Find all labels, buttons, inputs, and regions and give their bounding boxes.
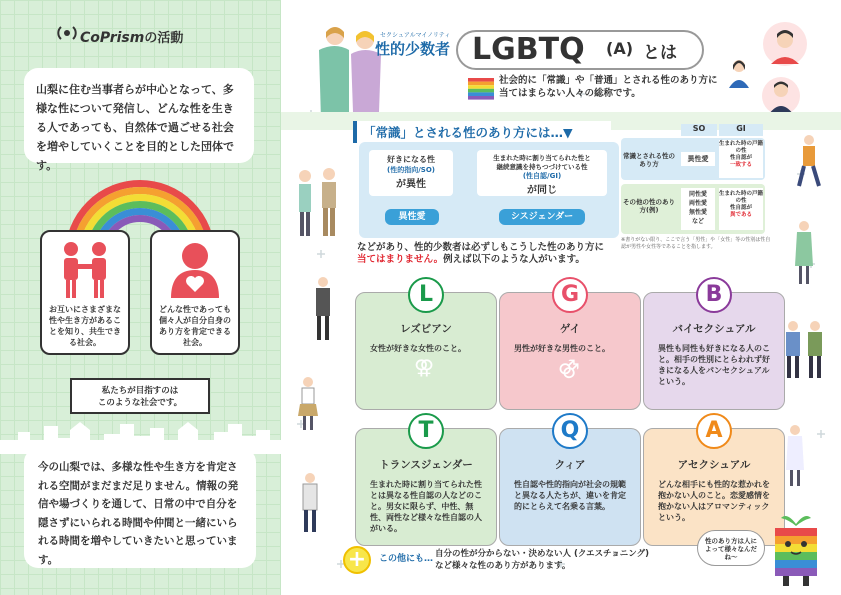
other-label: この他にも… [379, 554, 434, 564]
card-bisexual-name: バイセクシュアル [672, 323, 756, 335]
gi-tag: シスジェンダー [499, 209, 585, 225]
so-box [369, 150, 453, 196]
outro-text: 今の山梨では、多様な性や生き方を肯定される空間がまだまだ足りません。情報の発信や場づくりを通して、日常の中で自分を隠さずにいられる時間や仲間と一緒にいられる時間を増やしていきたいと思っています。 [24, 448, 256, 568]
broadcast-icon [56, 22, 78, 44]
goal-banner-text: 私たちが目指すのは このような社会です。 [97, 386, 183, 408]
card-transgender-desc: 生まれた時に割り当てられた性とは異なる性自認の人などのこと。男女に限らず、中性、無性、両性など様々な性自認の人がいる。 [370, 480, 482, 533]
card-transgender-letter: T [408, 413, 444, 449]
title-box [456, 30, 704, 70]
card-lesbian-desc: 女性が好きな女性のこと。 [370, 344, 466, 353]
title-toha: とは [643, 43, 677, 63]
couple-men-illustration [781, 320, 827, 380]
male-male-symbol-icon: ⚣ [558, 355, 580, 379]
goal-card-coexist-text: お互いにさまざまな性や生き方があることを知り、共生できる社会。 [49, 305, 121, 347]
gi-box-line4: が同じ [527, 185, 557, 196]
table-row2-gi-b: 性自認が [729, 205, 752, 211]
rainbow-flag-icon [468, 78, 494, 100]
so-box-line3: が異性 [396, 179, 426, 190]
gi-box-line3: (性自認/GI) [522, 172, 562, 180]
goal-card-coexist [40, 230, 130, 355]
card-queer-name: クィア [554, 459, 586, 471]
card-gay-letter: G [552, 277, 588, 313]
so-box-line1: 好きになる性 [387, 155, 435, 164]
woman-skirt-illustration [295, 376, 321, 432]
mascot-speech-bubble: 性のあり方は人によって様々なんだね〜 [697, 530, 765, 566]
card-queer-letter: Q [552, 413, 588, 449]
people-illustration [291, 168, 345, 240]
goal-card-self-affirm [150, 230, 240, 355]
gi-box-line2: 継続意識を持ちつづけている性 [496, 163, 588, 171]
handshake-people-icon [59, 240, 111, 300]
title-main: LGBTQ [472, 32, 585, 67]
lead-line2 [357, 251, 585, 265]
man-illustration [311, 276, 335, 342]
brand-suffix: の活動 [144, 31, 184, 46]
card-gay [499, 282, 641, 410]
table-row2-gi-c: 異である [729, 212, 752, 218]
elder-man-illustration [297, 472, 323, 534]
person-heart-icon [167, 240, 223, 300]
card-lesbian-name: レズビアン [400, 323, 452, 335]
lead-line1: などがあり、性的少数者は必ずしもこうした性のあり方に [357, 242, 605, 253]
card-gay-name: ゲイ [559, 323, 581, 335]
female-female-symbol-icon: ⚢ [414, 355, 435, 379]
rainbow-mascot-illustration [767, 510, 825, 590]
avatar-woman [724, 56, 754, 88]
table-row1-label: 常識とされる性のあり方 [623, 152, 675, 168]
card-queer-desc: 性自認や性的指向が社会の規範と異なる人たちが、違いを肯定的にとらえて名乗る言葉。 [514, 480, 626, 511]
title-a: (A) [606, 39, 634, 58]
so-box-line2: (性的指向/SO) [387, 166, 435, 174]
intro-text: 山梨に住む当事者らが中心となって、多様な性について発信し、どんな性を生きる人であっても、自然体で過ごせる社会を増やしていくことを目的とした団体です。 [24, 68, 254, 163]
card-lesbian-letter: L [408, 277, 444, 313]
plus-icon: + [343, 546, 371, 574]
card-gay-desc: 男性が好きな男性のこと。 [514, 344, 610, 353]
card-bisexual [643, 282, 785, 410]
card-bisexual-desc: 異性も同性も好きになる人のこと。相手の性別にとらわれず好きになる人をパンセクシュアルという。 [658, 344, 770, 386]
gi-box-line1: 生まれた時に割り当てられた性と [493, 154, 591, 162]
card-transgender-name: トランスジェンダー [379, 459, 473, 471]
common-heading: 「常識」とされる性のあり方には…▼ [353, 121, 611, 143]
woman-illustration [793, 220, 815, 286]
card-bisexual-letter: B [696, 277, 732, 313]
avatar-man-glasses [759, 20, 811, 68]
walking-man-illustration [793, 134, 827, 190]
card-asexual-letter: A [696, 413, 732, 449]
table-row2-gi [719, 188, 763, 230]
card-asexual-desc: どんな相手にも性的な惹かれを抱かない人のこと。恋愛感情を抱かない人はアロマンティックという。 [658, 480, 770, 522]
table-row1-gi-a: 生まれた時の戸籍の性 [719, 141, 764, 154]
left-panel [0, 0, 281, 595]
card-queer [499, 418, 641, 546]
table-row1-gi-c: 一致する [729, 162, 752, 168]
brand-logo: CoPrism [80, 30, 145, 46]
so-tag: 異性愛 [385, 209, 439, 225]
card-asexual-name: アセクシュアル [677, 459, 751, 471]
table-row1-gi-b: 性自認が [729, 155, 752, 161]
card-lesbian [355, 282, 497, 410]
goal-card-self-affirm-text: どんな性であっても個々人が自分自身のあり方を肯定できる社会。 [159, 305, 231, 347]
card-asexual [643, 418, 785, 546]
brand-heading [80, 27, 183, 46]
gi-box [477, 150, 607, 196]
right-panel [281, 0, 841, 595]
subtitle: 社会的に「常識」や「普通」とされる性のあり方に当てはまらない人々の総称です。 [499, 75, 718, 99]
minority-label: 性的少数者 [375, 40, 451, 58]
woman-dress-illustration [783, 424, 807, 488]
table-row1-so: 異性愛 [681, 152, 715, 166]
table-gi-header: GI [719, 124, 763, 136]
minority-ruby: セクシュアルマイノリティ [380, 32, 451, 39]
table-row2-gi-a: 生まれた時の戸籍の性 [719, 191, 764, 204]
lead-red: 当てはまりません。 [357, 254, 444, 265]
table-row1-gi [719, 140, 763, 178]
other-line2: など様々な性のあり方があります。 [435, 561, 571, 571]
lead-rest: 例えば以下のような人がいます。 [443, 254, 585, 265]
table-so-header: SO [681, 124, 717, 136]
other-line1: 自分の性が分からない・決めない人 (クエスチョニング) [435, 549, 649, 559]
card-transgender [355, 418, 497, 546]
table-note: ※書りがない限り、ここで言う「男性」や「女性」等の性別は性自認が男性や女性等であることを指します。 [621, 237, 771, 250]
table-row2-so: 同性愛 両性愛 無性愛 など [681, 188, 715, 230]
table-row2-label: その他の性のあり方(例) [623, 198, 675, 214]
goal-banner [70, 378, 210, 414]
